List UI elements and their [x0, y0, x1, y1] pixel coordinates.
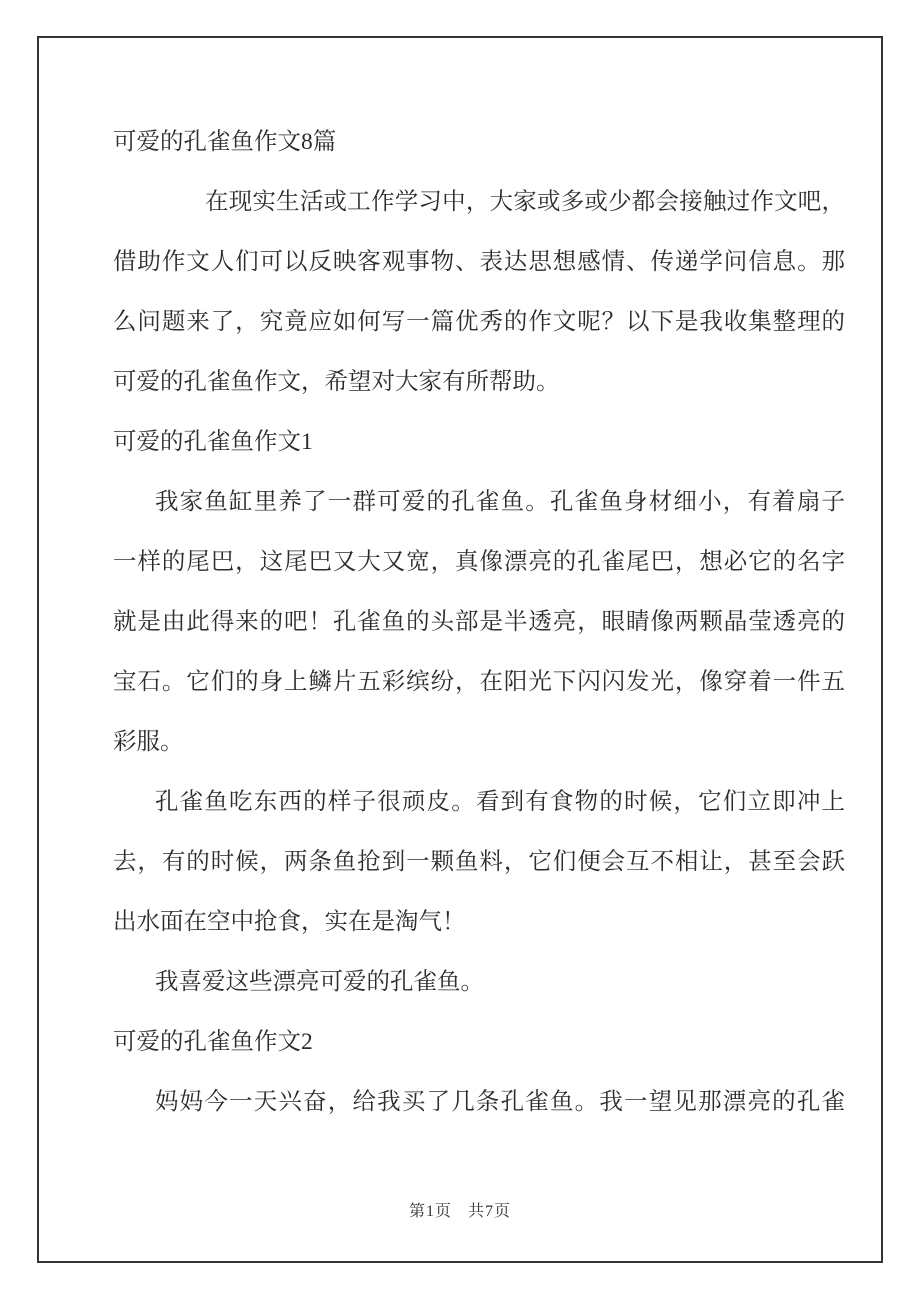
text-line: 妈妈今一天兴奋，给我买了几条孔雀鱼。我一望见那漂亮的孔雀 [155, 1089, 845, 1115]
text-line: 孔雀鱼吃东西的样子很顽皮。看到有食物的时候，它们立即冲上 [155, 789, 845, 815]
page-footer [39, 1198, 881, 1221]
text-line: 可爱的孔雀鱼作文，希望对大家有所帮助。 [113, 369, 560, 395]
text-line: 么问题来了，究竟应如何写一篇优秀的作文呢？以下是我收集整理的 [113, 309, 845, 335]
text-line: 去，有的时候，两条鱼抢到一颗鱼料，它们便会互不相让，甚至会跃 [113, 849, 845, 875]
page-number: 第1页 [408, 1203, 452, 1220]
text-line: 出水面在空中抢食，实在是淘气！ [113, 909, 466, 935]
text-line: 在现实生活或工作学习中，大家或多或少都会接触过作文吧， [205, 189, 845, 215]
text-line: 彩服。 [113, 729, 184, 755]
essay-2-heading: 可爱的孔雀鱼作文2 [113, 1029, 313, 1055]
text-line: 我家鱼缸里养了一群可爱的孔雀鱼。孔雀鱼身材细小，有着扇子 [155, 489, 845, 515]
text-line: 借助作文人们可以反映客观事物、表达思想感情、传递学问信息。那 [113, 249, 845, 275]
document-page [37, 36, 883, 1263]
document-title: 可爱的孔雀鱼作文8篇 [113, 129, 337, 155]
text-line: 一样的尾巴，这尾巴又大又宽，真像漂亮的孔雀尾巴，想必它的名字 [113, 549, 845, 575]
document-content [113, 112, 845, 1132]
text-line: 就是由此得来的吧！孔雀鱼的头部是半透亮，眼睛像两颗晶莹透亮的 [113, 609, 845, 635]
text-line: 宝石。它们的身上鳞片五彩缤纷，在阳光下闪闪发光，像穿着一件五 [113, 669, 845, 695]
text-line: 我喜爱这些漂亮可爱的孔雀鱼。 [155, 969, 484, 995]
page-total: 共7页 [468, 1203, 512, 1220]
essay-1-heading: 可爱的孔雀鱼作文1 [113, 429, 313, 455]
